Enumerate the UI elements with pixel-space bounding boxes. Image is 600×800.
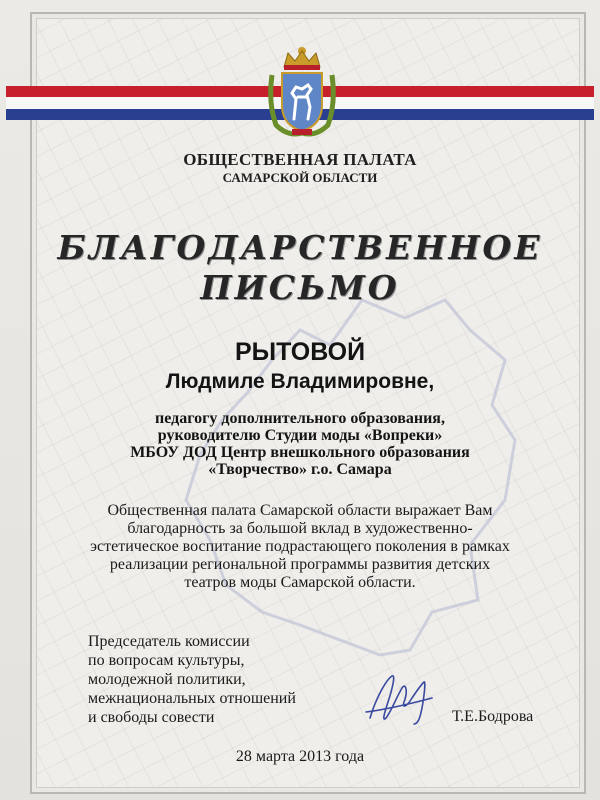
signer-name: Т.Е.Бодрова: [452, 708, 534, 725]
body-line: эстетическое воспитание подрастающего поколения в рамках: [90, 538, 510, 555]
organization-name: ОБЩЕСТВЕННАЯ ПАЛАТА: [183, 150, 417, 169]
recipient-position: [0, 410, 600, 478]
document-title-line2: ПИСЬМО: [200, 268, 400, 307]
position-line: руководителю Студии моды «Вопреки»: [157, 427, 443, 444]
signer-title-line: по вопросам культуры,: [88, 652, 245, 669]
organization-region: САМАРСКОЙ ОБЛАСТИ: [222, 170, 378, 185]
body-line: театров моды Самарской области.: [184, 574, 416, 591]
position-line: МБОУ ДОД Центр внешкольного образования: [130, 444, 470, 461]
position-line: «Творчество» г.о. Самара: [208, 461, 392, 478]
issue-date: 28 марта 2013 года: [235, 748, 365, 765]
signer-title-line: и свободы совести: [88, 709, 215, 726]
position-line: педагогу дополнительного образования,: [155, 410, 445, 427]
signer-title-line: молодежной политики,: [88, 671, 246, 688]
signer-title-line: межнациональных отношений: [88, 690, 296, 707]
recipient-name: Людмиле Владимировне,: [165, 370, 435, 393]
recipient-surname: РЫТОВОЙ: [234, 338, 366, 366]
body-line: благодарность за большой вклад в художественно-: [127, 520, 473, 537]
body-line: Общественная палата Самарской области выражает Вам: [107, 502, 493, 519]
document-title: БЛАГОДАРСТВЕННОЕ: [57, 228, 543, 267]
handwritten-signature-icon: [362, 668, 438, 730]
signer-title-line: Председатель комиссии: [88, 633, 250, 650]
coat-of-arms-icon: [262, 41, 342, 141]
gratitude-text: [0, 502, 600, 592]
signer-title: [88, 632, 358, 727]
body-line: реализации региональной программы развития детских: [109, 556, 491, 573]
